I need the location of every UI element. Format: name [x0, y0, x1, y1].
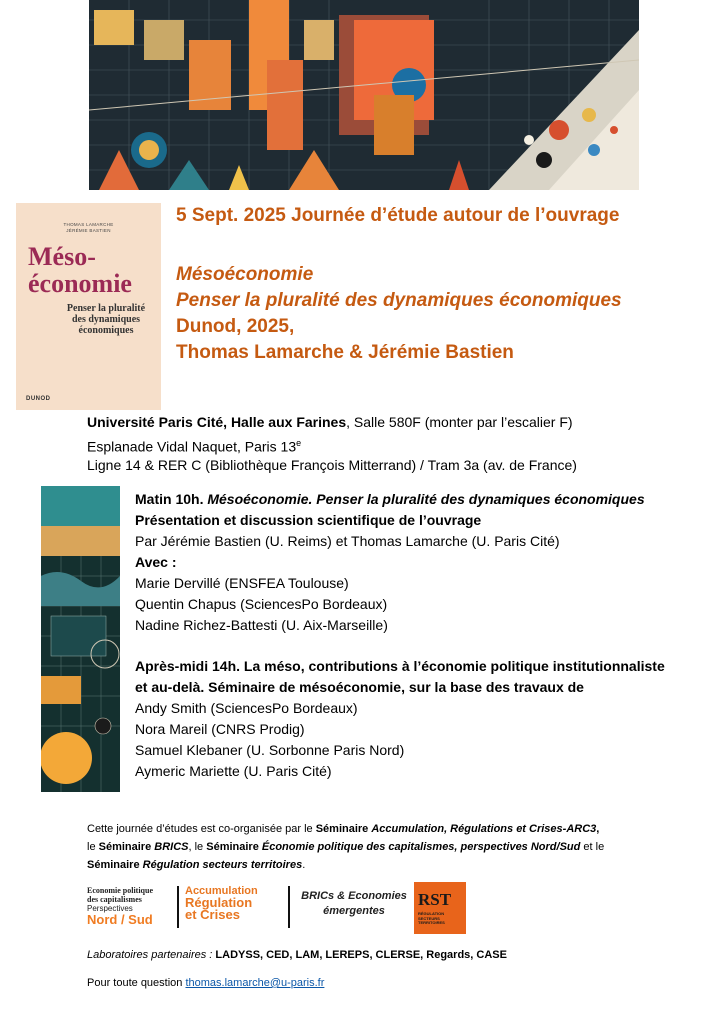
coorg-line-3: Séminaire Régulation secteurs territoires. — [87, 859, 306, 871]
logo-divider — [288, 886, 290, 928]
afternoon-heading-2: et au-delà. Séminaire de mésoéconomie, sur la base des travaux de — [135, 679, 584, 695]
partners-line: Laboratoires partenaires : LADYSS, CED, LAM, LEREPS, CLERSE, Regards, CASE — [87, 949, 507, 961]
logo-accumulation-regulation-crises: Accumulation Régulation et Crises — [185, 885, 258, 922]
discussant: Marie Dervillé (ENSFEA Toulouse) — [135, 575, 349, 591]
afternoon-heading-1: Après-midi 14h. La méso, contributions à l’économie politique institutionnaliste — [135, 658, 665, 674]
side-illustration — [41, 486, 120, 792]
book-subtitle: Penser la pluralité des dynamiques économiques — [176, 290, 622, 311]
morning-heading: Matin 10h. Mésoéconomie. Penser la pluralité des dynamiques économiques — [135, 491, 645, 507]
speaker: Andy Smith (SciencesPo Bordeaux) — [135, 700, 358, 716]
logo-divider — [177, 886, 179, 928]
speaker: Aymeric Mariette (U. Paris Cité) — [135, 763, 332, 779]
book-publisher: Dunod, 2025, — [176, 316, 295, 337]
discussant: Quentin Chapus (SciencesPo Bordeaux) — [135, 596, 388, 612]
speaker: Samuel Klebaner (U. Sorbonne Paris Nord) — [135, 742, 405, 758]
venue-line-1: Université Paris Cité, Halle aux Farines, Salle 580F (monter par l’escalier F) — [87, 414, 573, 430]
morning-subtitle: Présentation et discussion scientifique de l’ouvrage — [135, 512, 482, 528]
venue-line-2: Esplanade Vidal Naquet, Paris 13e — [87, 438, 302, 455]
morning-by: Par Jérémie Bastien (U. Reims) et Thomas Lamarche (U. Paris Cité) — [135, 533, 560, 549]
abstract-geometric-art — [89, 0, 639, 190]
book-title: Mésoéconomie — [176, 264, 314, 285]
venue-line-3: Ligne 14 & RER C (Bibliothèque François Mitterrand) / Tram 3a (av. de France) — [87, 457, 577, 473]
coorg-line-2: le Séminaire BRICS, le Séminaire Économie politique des capitalismes, perspectives Nord/Sud et le — [87, 841, 605, 853]
cover-title: Méso- économie — [28, 242, 132, 298]
book-cover — [16, 203, 161, 410]
logo-economie-politique: Economie politique des capitalismes Perspectives Nord / Sud — [87, 886, 154, 927]
logo-rst: RST RÉGULATION SECTEURS TERRITOIRES — [414, 882, 466, 934]
event-date-heading: 5 Sept. 2025 Journée d’étude autour de l’ouvrage — [176, 205, 620, 226]
contact-line: Pour toute question thomas.lamarche@u-paris.fr — [87, 977, 325, 989]
cover-authors: THOMAS LAMARCHE JÉRÉMIE BASTIEN — [63, 222, 114, 233]
book-heading-block — [176, 262, 622, 366]
cover-subtitle: Penser la pluralité des dynamiques économiques — [66, 303, 146, 336]
cover-publisher: DUNOD — [26, 396, 51, 402]
discussant: Nadine Richez-Battesti (U. Aix-Marseille) — [135, 617, 388, 633]
logo-brics: BRICs & Economies émergentes — [301, 890, 407, 917]
contact-email-link[interactable]: thomas.lamarche@u-paris.fr — [185, 977, 325, 989]
coorg-line-1: Cette journée d’études est co-organisée par le Séminaire Accumulation, Régulations et Crises-ARC3, — [87, 823, 600, 835]
speaker: Nora Mareil (CNRS Prodig) — [135, 721, 305, 737]
book-authors: Thomas Lamarche & Jérémie Bastien — [176, 342, 514, 363]
banner-illustration — [89, 0, 639, 190]
morning-with-label: Avec : — [135, 554, 177, 570]
abstract-vertical-art — [41, 486, 120, 792]
